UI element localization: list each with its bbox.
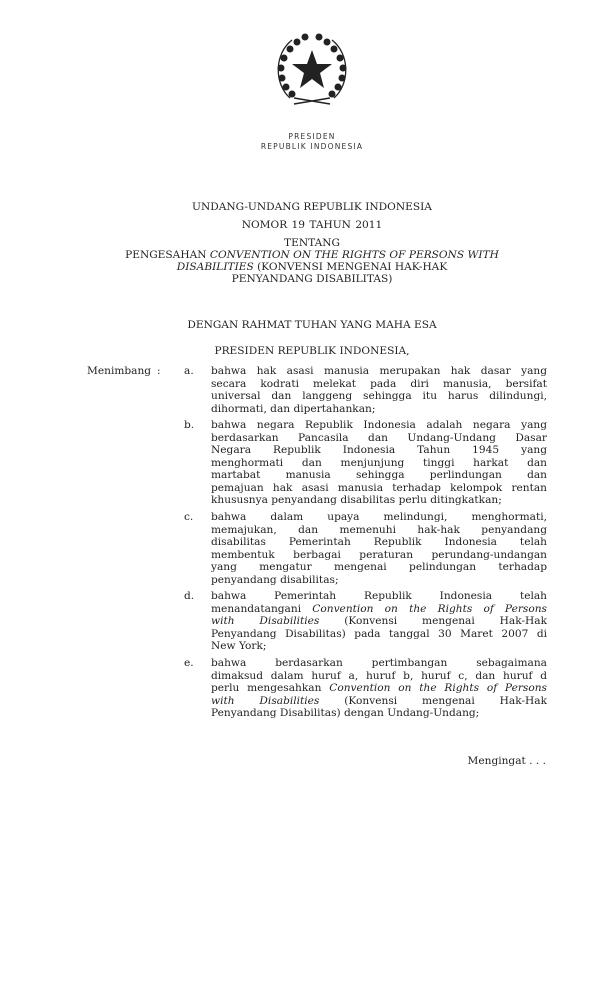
text-segment: yang mengatur mengenai pelindungan terhadap bbox=[211, 561, 547, 574]
text-line bbox=[211, 432, 547, 445]
considering-item bbox=[184, 511, 548, 586]
text-line bbox=[211, 670, 547, 683]
text-line bbox=[211, 695, 547, 708]
item-label: a. bbox=[184, 365, 194, 377]
italic-text: with Disabilities bbox=[211, 694, 320, 707]
italic-text: CONVENTION ON THE RIGHTS OF PERSONS WITH bbox=[209, 249, 499, 261]
item-text bbox=[211, 590, 547, 653]
about-label: TENTANG bbox=[284, 237, 340, 249]
text-segment: pemajuan hak asasi manusia terhadap kelompok rentan bbox=[211, 481, 547, 494]
text-segment: dimaksud dalam huruf a, huruf b, huruf c, dan huruf d bbox=[211, 669, 547, 682]
text-line bbox=[60, 249, 564, 261]
item-label: b. bbox=[184, 419, 195, 432]
presidential-emblem-icon bbox=[270, 28, 354, 112]
text-line bbox=[211, 707, 547, 720]
text-segment: dihormati, dan dipertahankan; bbox=[211, 402, 376, 415]
text-segment: bahwa hak asasi manusia merupakan hak dasar yang bbox=[211, 365, 547, 377]
text-line bbox=[211, 640, 547, 653]
considering-item bbox=[184, 365, 548, 415]
text-segment: Penyandang Disabilitas) dengan Undang-Undang; bbox=[211, 707, 480, 720]
text-segment: memajukan, dan memenuhi hak-hak penyandang bbox=[211, 523, 547, 536]
text-line bbox=[211, 524, 547, 537]
considering-item bbox=[184, 419, 548, 507]
text-line bbox=[211, 378, 547, 391]
law-subject bbox=[60, 249, 564, 285]
item-label: e. bbox=[184, 657, 194, 670]
invocation: DENGAN RAHMAT TUHAN YANG MAHA ESA bbox=[187, 319, 437, 331]
italic-text: Convention on the Rights of Persons bbox=[312, 602, 547, 615]
law-number: NOMOR 19 TAHUN 2011 bbox=[241, 219, 383, 231]
text-segment: membentuk berbagai peraturan perundang-undangan bbox=[211, 548, 547, 561]
text-segment: bahwa berdasarkan pertimbangan sebagaimana bbox=[211, 657, 547, 670]
item-text bbox=[211, 511, 547, 586]
item-label: c. bbox=[184, 511, 194, 524]
text-line bbox=[211, 511, 547, 524]
text-line bbox=[211, 682, 547, 695]
text-segment: disabilitas Pemerintah Republik Indonesia telah bbox=[211, 536, 547, 549]
text-line bbox=[60, 273, 564, 285]
item-text bbox=[211, 657, 547, 720]
text-line bbox=[211, 628, 547, 641]
text-segment: berdasarkan Pancasila dan Undang-Undang Dasar bbox=[211, 431, 547, 444]
considering-colon: : bbox=[157, 365, 161, 377]
text-line bbox=[211, 390, 547, 403]
text-line bbox=[211, 549, 547, 562]
text-segment: bahwa dalam upaya melindungi, menghormati, bbox=[211, 511, 547, 524]
letterhead-republic: REPUBLIK INDONESIA bbox=[260, 142, 364, 151]
text-line bbox=[211, 403, 547, 416]
italic-text: with Disabilities bbox=[211, 615, 320, 628]
item-text bbox=[211, 365, 547, 415]
item-label: d. bbox=[184, 590, 195, 603]
continuation-text: Mengingat . . . bbox=[467, 755, 546, 767]
text-segment: menghormati dan menjunjung tinggi harkat dan bbox=[211, 456, 547, 469]
italic-text: DISABILITIES bbox=[176, 261, 254, 273]
text-line bbox=[211, 444, 547, 457]
letterhead-president: PRESIDEN bbox=[288, 132, 336, 141]
considering-item bbox=[184, 590, 548, 653]
text-line bbox=[211, 615, 547, 628]
text-segment: martabat manusia sehingga perlindungan dan bbox=[211, 469, 547, 482]
text-segment: secara kodrati melekat pada diri manusia, bersifat bbox=[211, 377, 547, 390]
text-segment: New York; bbox=[211, 640, 267, 653]
text-line bbox=[211, 536, 547, 549]
law-title: UNDANG-UNDANG REPUBLIK INDONESIA bbox=[192, 201, 432, 213]
text-line bbox=[211, 419, 547, 432]
text-segment: bahwa Pemerintah Republik Indonesia telah bbox=[211, 590, 547, 603]
text-segment: universal dan langgeng sehingga itu harus dilindungi, bbox=[211, 390, 547, 402]
text-segment: menandatangani bbox=[211, 602, 313, 615]
text-segment: khususnya penyandang disabilitas perlu ditingkatkan; bbox=[211, 494, 502, 507]
considering-item bbox=[184, 657, 548, 720]
text-line bbox=[211, 494, 547, 507]
text-line bbox=[211, 590, 547, 603]
text-line bbox=[211, 365, 547, 378]
considering-list bbox=[184, 365, 548, 724]
text-segment: Penyandang Disabilitas) pada tanggal 30 Maret 2007 di bbox=[211, 627, 547, 640]
enacting-authority: PRESIDEN REPUBLIK INDONESIA, bbox=[214, 345, 410, 357]
text-segment: perlu mengesahkan bbox=[211, 682, 330, 695]
italic-text: Convention on the Rights of Persons bbox=[329, 682, 547, 695]
text-segment: (KONVENSI MENGENAI HAK-HAK bbox=[253, 261, 448, 273]
text-segment: (Konvensi mengenai Hak-Hak bbox=[319, 615, 547, 628]
text-line bbox=[211, 469, 547, 482]
text-line bbox=[211, 482, 547, 495]
text-segment: PENYANDANG DISABILITAS) bbox=[231, 273, 393, 285]
text-segment: penyandang disabilitas; bbox=[211, 573, 339, 586]
text-line bbox=[211, 657, 547, 670]
text-segment: (Konvensi mengenai Hak-Hak bbox=[319, 694, 547, 707]
text-line bbox=[211, 561, 547, 574]
text-line bbox=[211, 603, 547, 616]
text-line bbox=[211, 457, 547, 470]
considering-label: Menimbang bbox=[87, 365, 152, 377]
text-segment: PENGESAHAN bbox=[125, 249, 210, 261]
text-segment: Negara Republik Indonesia Tahun 1945 yang bbox=[211, 444, 547, 457]
item-text bbox=[211, 419, 547, 507]
text-line bbox=[211, 574, 547, 587]
text-line bbox=[60, 261, 564, 273]
text-segment: bahwa negara Republik Indonesia adalah negara yang bbox=[211, 419, 547, 432]
